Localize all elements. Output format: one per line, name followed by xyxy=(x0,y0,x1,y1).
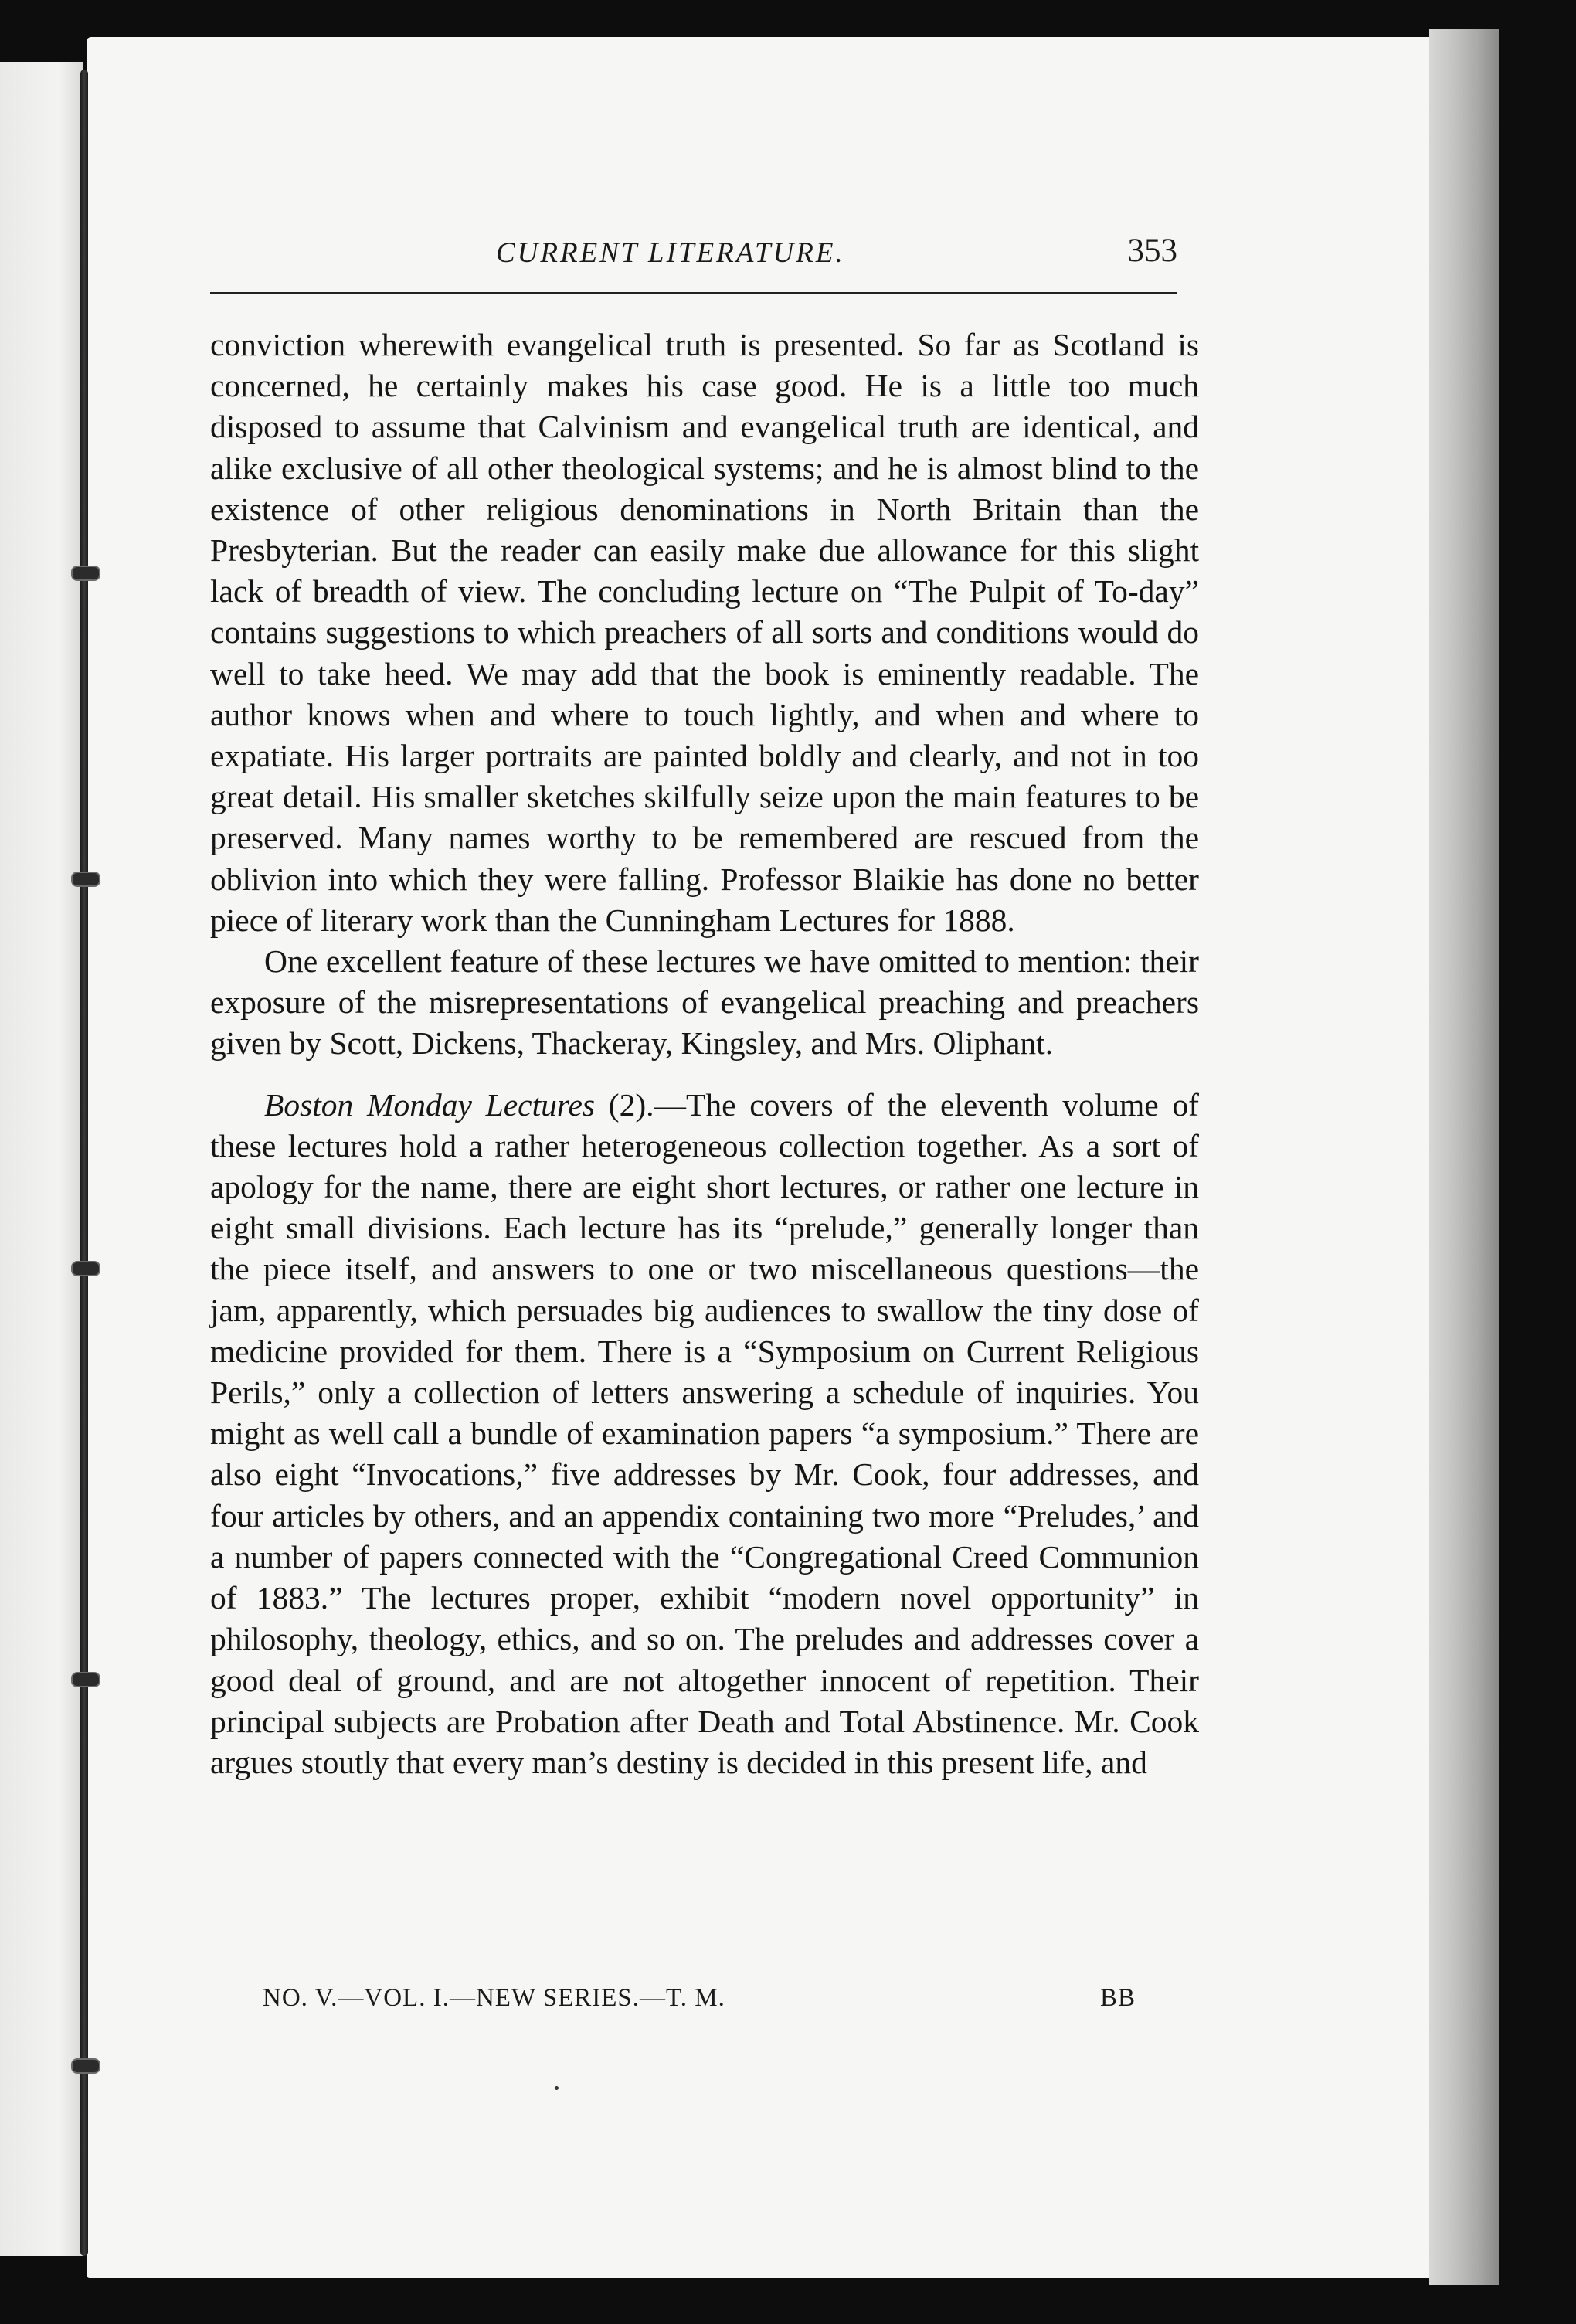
page-header xyxy=(210,232,1177,294)
body-text xyxy=(210,324,1199,1783)
book-title: Boston Monday Lectures xyxy=(264,1086,596,1123)
paper-speck xyxy=(555,2086,559,2090)
binding-knot xyxy=(71,566,100,581)
running-title: CURRENT LITERATURE. xyxy=(496,237,845,269)
paragraph-text: (2).—The covers of the eleventh volume of these lectures hold a rather heterogeneous collection together. As a sort of apology for the name, there are eight short lectures, or rather one lecture in eight small divisions. Each lecture has its “prelude,” generally longer than the piece itself, and answers to one or two miscellaneous questions—the jam, apparently, which persuades big audiences to swallow the tiny dose of medicine provided for them. There is a “Symposium on Current Religious Perils,” only a collection of letters answering a schedule of inquiries. You might as well call a bundle of examination papers “a symposium.” There are also eight “Invocations,” five addresses by Mr. Cook, four addresses, and four articles by others, and an appendix containing two more “Preludes,’ and a number of papers connected with the “Congregational Creed Communion of 1883.” The lectures proper, exhibit “modern novel opportunity” in philosophy, theology, ethics, and so on. The preludes and addresses cover a good deal of ground, and are not altogether innocent of repetition. Their principal subjects are Probation after Death and Total Abstinence. Mr. Cook argues stoutly that every man’s destiny is decided in this present life, and xyxy=(210,1086,1199,1780)
signature-line: NO. V.—VOL. I.—NEW SERIES.—T. M. xyxy=(263,1984,725,2012)
page-edges xyxy=(1429,29,1499,2285)
facing-page-edge xyxy=(0,62,83,2256)
binding-knot xyxy=(71,1672,100,1687)
page-number: 353 xyxy=(1127,233,1177,269)
signature-mark: BB xyxy=(1099,1984,1136,2012)
paragraph: conviction wherewith evangelical truth is presented. So far as Scotland is concerned, he certainly makes his case good. He is a little too much disposed to assume that Calvinism and evangelical truth are identical, and alike exclusive of all other theological systems; and he is almost blind to the existence of other religious denominations in North Britain than the Presbyterian. But the reader can easily make due allowance for this slight lack of breadth of view. The concluding lecture on “The Pulpit of To-day” contains suggestions to which preachers of all sorts and conditions would do well to take heed. We may add that the book is eminently readable. The author knows when and where to touch lightly, and when and where to expatiate. His larger portraits are painted boldly and clearly, and not in too great detail. His smaller sketches skilfully seize upon the main features to be preserved. Many names worthy to be remembered are rescued from the oblivion into which they were falling. Professor Blaikie has done no better piece of literary work than the Cunningham Lectures for 1888. xyxy=(210,327,1199,938)
binding-thread xyxy=(80,70,88,2256)
binding-knot xyxy=(71,2058,100,2074)
paragraph xyxy=(210,1085,1199,1783)
paragraph: One excellent feature of these lectures we have omitted to mention: their exposure of the misrepresentations of evangelical preaching and preachers given by Scott, Dickens, Thackeray, Kingsley, and Mrs. Oliphant. xyxy=(210,943,1199,1062)
binding-knot xyxy=(71,1261,100,1276)
binding-knot xyxy=(71,872,100,887)
